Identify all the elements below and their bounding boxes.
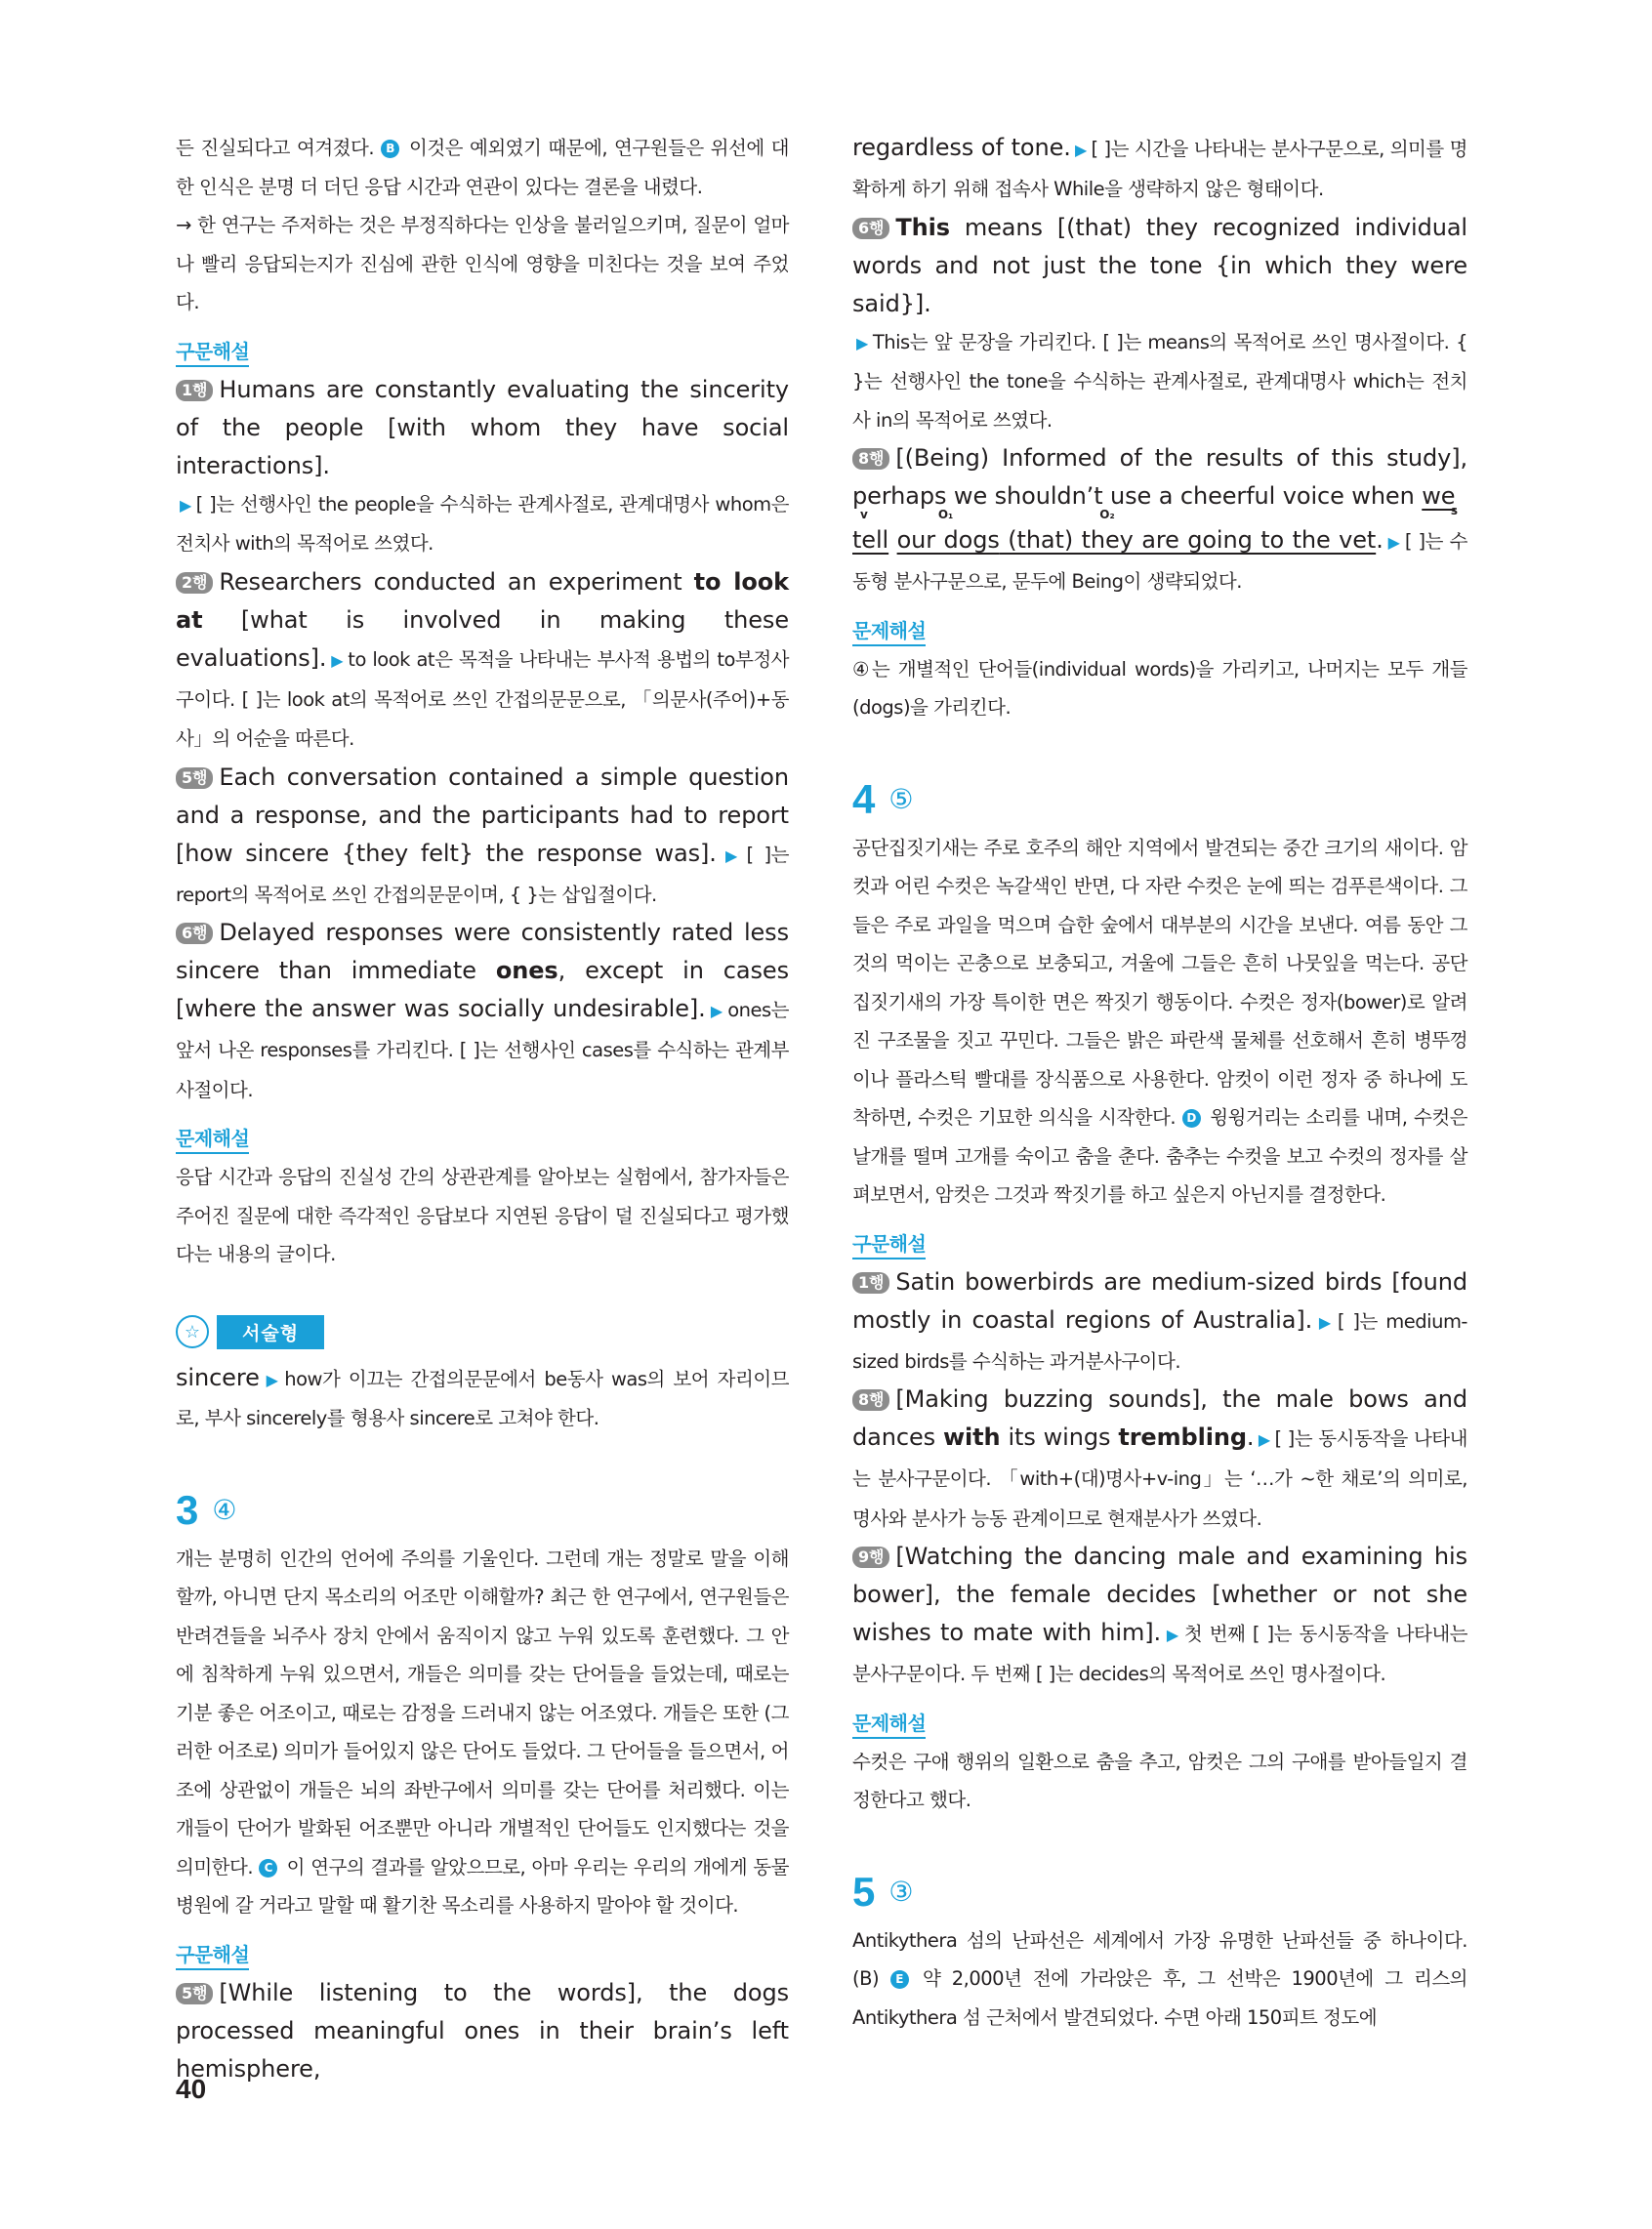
grammar-sentence-1: 1행 Humans are constantly evaluating the sincerity of the people [with whom they have social interactions].: [176, 375, 789, 479]
section-heading-munje: 문제해설: [852, 617, 926, 646]
grammar-sentence-6: 6행 This means [(that) they recognized individual words and not just the tone {in which they were said}].: [852, 213, 1467, 317]
line-badge: 5행: [176, 1983, 213, 2004]
annotation-v-o: v O₁ O₂: [860, 508, 1115, 521]
marker-b-icon: B: [381, 140, 399, 158]
line-badge: 5행: [176, 767, 213, 789]
marker-c-icon: C: [259, 1859, 277, 1878]
seosul-label: 서술형: [217, 1315, 324, 1349]
triangle-bullet-icon: ▶: [720, 846, 743, 865]
grammar-sentence-q4-3: 9행 [Watching the dancing male and examining his bower], the female decides [whether or not she wishes to mate with him]. ▶ 첫 번째 [ ]는 동시동작을 나타내는 분사구문이다. 두 번째 [ ]는 decides의 목적어로 쓰인 명사절이다.: [852, 1543, 1467, 1685]
grammar-sentence-5: 5행 [While listening to the words], the dogs processed meaningful ones in their brain’s left hemisphere,: [176, 1978, 789, 2083]
grammar-note-6: ▶ This는 앞 문장을 가리킨다. [ ]는 means의 목적어로 쓰인 명사절이다. { }는 선행사인 the tone을 수식하는 관계사절로, 관계대명사 which는 전치사 in의 목적어로 쓰였다.: [852, 330, 1467, 432]
answer-mark: ④: [212, 1494, 237, 1526]
problem-explanation: 응답 시간과 응답의 진실성 간의 상관관계를 알아보는 실험에서, 참가자들은 주어진 질문에 대한 즉각적인 응답보다 지연된 응답이 덜 진실되다고 평가했다는 내용의 글이다.: [176, 1166, 789, 1265]
question-3-header: [176, 1487, 789, 1534]
grammar-sentence-8-cont: tell our dogs (that) they are going to the vet. ▶ [ ]는 수동형 분사구문으로, 문두에 Being이 생략되었다.: [852, 526, 1467, 593]
summary-paragraph: → 한 연구는 주저하는 것은 부정직하다는 인상을 불러일으키며, 질문이 얼마나 빨리 응답되는지가 진심에 관한 인식에 영향을 미친다는 것을 보여 주었다.: [176, 214, 789, 313]
left-column: [176, 129, 789, 2088]
triangle-bullet-icon: ▶: [263, 1370, 281, 1389]
triangle-bullet-icon: ▶: [1386, 533, 1401, 552]
grammar-sentence-3: 5행 Each conversation contained a simple question and a response, and the participants had to report [how sincere {they felt} the response was]. ▶ [ ]는 report의 목적어로 쓰인 간접의문문이며, { }는 삽입절이다.: [176, 763, 789, 906]
star-icon: ☆: [176, 1315, 209, 1348]
line-badge: 1행: [176, 380, 213, 401]
triangle-bullet-icon: ▶: [1165, 1626, 1180, 1644]
grammar-note-1: ▶ [ ]는 선행사인 the people을 수식하는 관계사절로, 관계대명사 whom은 전치사 with의 목적어로 쓰였다.: [176, 492, 789, 555]
line-badge: 8행: [852, 1389, 889, 1411]
question-number: 5: [852, 1868, 876, 1915]
grammar-sentence-8: 8행 [(Being) Informed of the results of this study], perhaps we shouldn’t use a cheerful voice when we: [852, 444, 1467, 510]
question-4-translation: 공단집짓기새는 주로 호주의 해안 지역에서 발견되는 중간 크기의 새이다. 암컷과 어린 수컷은 녹갈색인 반면, 다 자란 수컷은 눈에 띄는 검푸른색이다. 그들은 주로 과일을 먹으며 습한 숲에서 대부분의 시간을 보낸다. 여름 동안 그것의 먹이는 곤충으로 보충되고, 겨울에 그들은 흔히 나뭇잎을 먹는다. 공단집짓기새의 가장 특이한 면은 짝짓기 행동이다. 수컷은 정자(bower)로 알려진 구조물을 짓고 꾸민다. 그들은 밝은 파란색 물체를 선호해서 흔히 병뚜껑이나 플라스틱 빨대를 장식품으로 사용한다. 암컷이 이런 정자 중 하나에 도착하면, 수컷은 기묘한 의식을 시작한다. D 윙윙거리는 소리를 내며, 수컷은 날개를 떨며 고개를 숙이고 춤을 춘다. 춤추는 수컷을 보고 수컷의 정자를 살펴보면서, 암컷은 그것과 짝짓기를 하고 싶은지 아닌지를 결정한다.: [852, 836, 1467, 1206]
line-badge: 8행: [852, 448, 889, 470]
triangle-bullet-icon: ▶: [856, 333, 869, 352]
section-heading-gumun: 구문해설: [852, 1230, 926, 1259]
seosul-answer: sincere ▶ how가 이끄는 간접의문문에서 be동사 was의 보어 자리이므로, 부사 sincerely를 형용사 sincere로 고쳐야 한다.: [176, 1363, 789, 1429]
page-number: 40: [176, 2074, 207, 2104]
continued-sentence: regardless of tone. ▶ [ ]는 시간을 나타내는 분사구문으로, 의미를 명확하게 하기 위해 접속사 While을 생략하지 않은 형태이다.: [852, 134, 1467, 200]
section-heading-munje: 문제해설: [176, 1125, 249, 1154]
line-badge: 6행: [176, 923, 213, 944]
problem-explanation: ④는 개별적인 단어들(individual words)을 가리키고, 나머지는 모두 개들(dogs)을 가리킨다.: [852, 657, 1467, 719]
triangle-bullet-icon: ▶: [330, 650, 345, 670]
grammar-sentence-4: 6행 Delayed responses were consistently rated less sincere than immediate ones, except in cases [where the answer was socially undesirable]. ▶ ones는 앞서 나온 responses를 가리킨다. [ ]는 선행사인 cases를 수식하는 관계부사절이다.: [176, 919, 789, 1101]
marker-d-icon: D: [1182, 1109, 1201, 1128]
right-column: [852, 129, 1467, 2037]
line-badge: 6행: [852, 218, 889, 239]
annotation-s: s: [1450, 504, 1458, 517]
grammar-sentence-q4-1: 1행 Satin bowerbirds are medium-sized birds [found mostly in coastal regions of Australia]. ▶ [ ]는 medium-sized birds를 수식하는 과거분사구이다.: [852, 1267, 1467, 1373]
question-number: 4: [852, 775, 876, 822]
section-heading-gumun: 구문해설: [176, 338, 249, 367]
line-badge: 2행: [176, 572, 213, 594]
seosul-header: [176, 1315, 789, 1349]
line-badge: 1행: [852, 1272, 889, 1294]
grammar-sentence-q4-2: 8행 [Making buzzing sounds], the male bows and dances with its wings trembling. ▶ [ ]는 동시동작을 나타내는 분사구문이다. 「with+(대)명사+v-ing」는 ‘…가 ~한 채로’의 의미로, 명사와 분사가 능동 관계이므로 현재분사가 쓰였다.: [852, 1385, 1467, 1530]
intro-paragraph: 든 진실되다고 여겨졌다. B 이것은 예외였기 때문에, 연구원들은 위선에 대한 인식은 분명 더 더딘 응답 시간과 연관이 있다는 결론을 내렸다.: [176, 137, 789, 198]
section-heading-gumun: 구문해설: [176, 1941, 249, 1970]
triangle-bullet-icon: ▶: [1258, 1430, 1271, 1449]
question-4-header: [852, 776, 1467, 823]
triangle-bullet-icon: ▶: [180, 495, 192, 515]
question-number: 3: [176, 1486, 199, 1533]
grammar-sentence-2: 2행 Researchers conducted an experiment to look at [what is involved in making these evaluations]. ▶ to look at은 목적을 나타내는 부사적 용법의 to부정사구이다. [ ]는 look at의 목적어로 쓰인 간접의문문으로, 「의문사(주어)+동사」의 어순을 따른다.: [176, 567, 790, 750]
line-badge: 9행: [852, 1547, 889, 1568]
section-heading-munje: 문제해설: [852, 1710, 926, 1739]
triangle-bullet-icon: ▶: [1074, 141, 1088, 159]
answer-mark: ⑤: [888, 783, 914, 815]
marker-e-icon: E: [890, 1970, 909, 1989]
answer-mark: ③: [888, 1876, 914, 1908]
triangle-bullet-icon: ▶: [709, 1002, 724, 1020]
question-5-translation: Antikythera 섬의 난파선은 세계에서 가장 유명한 난파선들 중 하나이다. (B) E 약 2,000년 전에 가라앉은 후, 그 선박은 1900년에 그 리스의 Antikythera 섬 근처에서 발견되었다. 수면 아래 150피트 정도에: [852, 1928, 1467, 2029]
question-3-translation: 개는 분명히 인간의 언어에 주의를 기울인다. 그런데 개는 정말로 말을 이해할까, 아니면 단지 목소리의 어조만 이해할까? 최근 한 연구에서, 연구원들은 반려견들을 뇌주사 장치 안에서 움직이지 않고 누워 있도록 훈련했다. 그 안에 침착하게 누워 있으면서, 개들은 의미를 갖는 단어들을 들었는데, 때로는 기분 좋은 어조이고, 때로는 감정을 드러내지 않는 어조였다. 개들은 또한 (그러한 어조로) 의미가 들어있지 않은 단어도 들었다. 그 단어들을 들으면서, 어조에 상관없이 개들은 뇌의 좌반구에서 의미를 갖는 단어를 처리했다. 이는 개들이 단어가 발화된 어조뿐만 아니라 개별적인 단어들도 인지했다는 것을 의미한다. C 이 연구의 결과를 알았으므로, 아마 우리는 우리의 개에게 동물 병원에 갈 거라고 말할 때 활기찬 목소리를 사용하지 말아야 할 것이다.: [176, 1547, 789, 1917]
question-5-header: [852, 1869, 1467, 1916]
problem-explanation: 수컷은 구애 행위의 일환으로 춤을 추고, 암컷은 그의 구애를 받아들일지 결정한다고 했다.: [852, 1750, 1467, 1811]
triangle-bullet-icon: ▶: [1316, 1312, 1334, 1332]
